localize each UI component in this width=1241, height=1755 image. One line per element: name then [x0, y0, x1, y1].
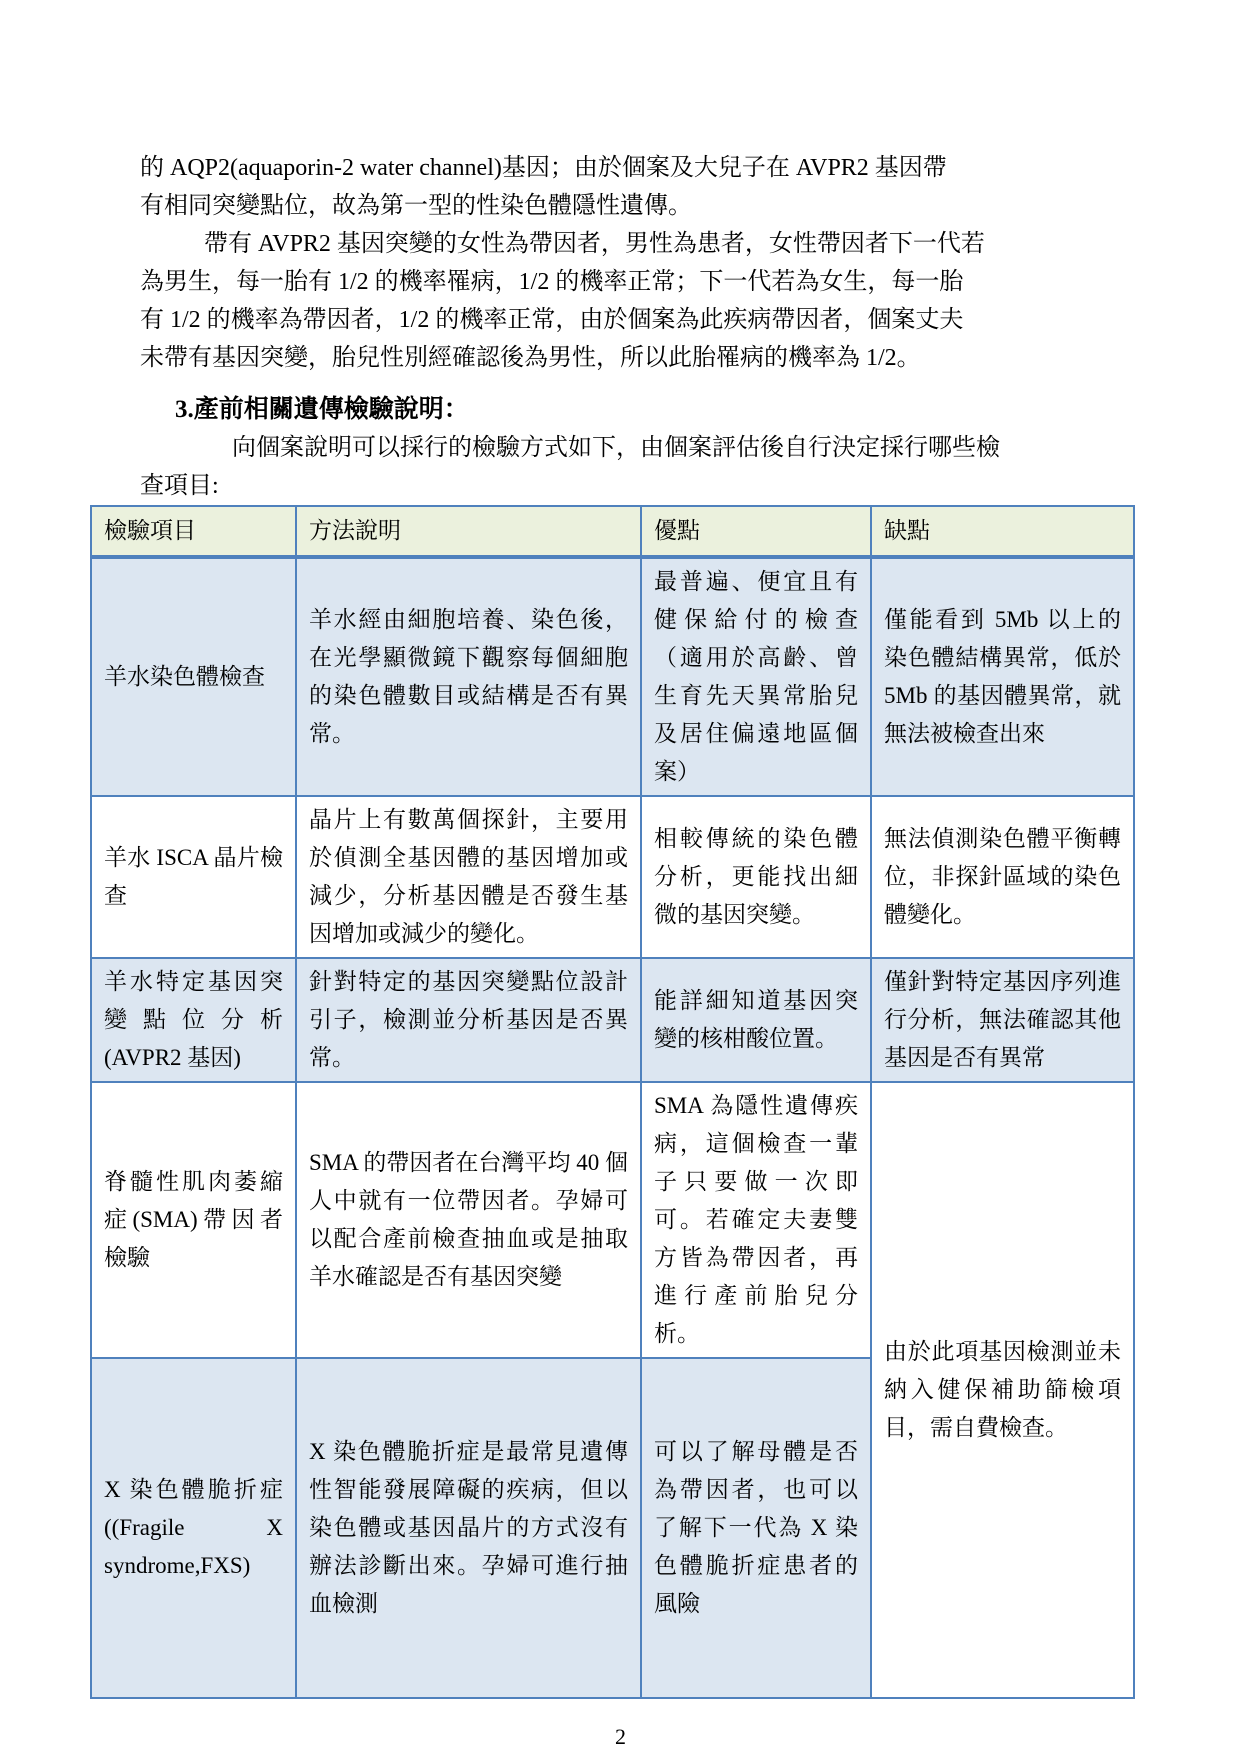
column-header-test-item: 檢驗項目	[91, 506, 296, 557]
table-header-row	[91, 506, 1134, 557]
cell-pros: SMA 為隱性遺傳疾病，這個檢查一輩子只要做一次即可。若確定夫妻雙方皆為帶因者，再進行產前胎兒分析。	[641, 1082, 871, 1358]
cell-test-item: 羊水 ISCA 晶片檢查	[91, 796, 296, 958]
column-header-pros: 優點	[641, 506, 871, 557]
paragraph-line: 查項目:	[140, 473, 219, 499]
cell-test-item: 脊髓性肌肉萎縮症(SMA)帶因者檢驗	[91, 1082, 296, 1358]
cell-pros: 最普遍、便宜且有健保給付的檢查（適用於高齡、曾生育先天異常胎兒及居住偏遠地區個案）	[641, 557, 871, 796]
paragraph-line: 帶有 AVPR2 基因突變的女性為帶因者，男性為患者，女性帶因者下一代若	[204, 231, 985, 257]
section-heading: 3.產前相關遺傳檢驗說明：	[175, 396, 469, 423]
table-row	[91, 1082, 1134, 1358]
paragraph-line: 的 AQP2(aquaporin-2 water channel)基因；由於個案及大兒子在 AVPR2 基因帶	[140, 155, 947, 181]
table-row	[91, 796, 1134, 958]
table-row	[91, 557, 1134, 796]
paragraph-line: 為男生，每一胎有 1/2 的機率罹病，1/2 的機率正常；下一代若為女生，每一胎	[140, 269, 964, 295]
paragraph-line: 未帶有基因突變，胎兒性別經確認後為男性，所以此胎罹病的機率為 1/2。	[140, 345, 921, 371]
cell-cons: 無法偵測染色體平衡轉位，非探針區域的染色體變化。	[871, 796, 1134, 958]
paragraph-line: 向個案說明可以採行的檢驗方式如下，由個案評估後自行決定採行哪些檢	[232, 435, 1000, 461]
cell-method: X 染色體脆折症是最常見遺傳性智能發展障礙的疾病，但以染色體或基因晶片的方式沒有辦法診斷出來。孕婦可進行抽血檢測	[296, 1358, 641, 1698]
column-header-method: 方法說明	[296, 506, 641, 557]
table-row	[91, 958, 1134, 1082]
document-body	[140, 149, 1105, 505]
cell-cons-merged: 由於此項基因檢測並未納入健保補助篩檢項目，需自費檢查。	[871, 1082, 1134, 1698]
page-number: 2	[615, 1724, 626, 1749]
cell-method: SMA 的帶因者在台灣平均 40 個人中就有一位帶因者。孕婦可以配合產前檢查抽血或是抽取羊水確認是否有基因突變	[296, 1082, 641, 1358]
paragraph-line: 有 1/2 的機率為帶因者，1/2 的機率正常，由於個案為此疾病帶因者，個案丈夫	[140, 307, 964, 333]
cell-test-item: 羊水染色體檢查	[91, 557, 296, 796]
cell-pros: 能詳細知道基因突變的核柑酸位置。	[641, 958, 871, 1082]
cell-method: 晶片上有數萬個探針，主要用於偵測全基因體的基因增加或減少，分析基因體是否發生基因增加或減少的變化。	[296, 796, 641, 958]
cell-method: 針對特定的基因突變點位設計引子，檢測並分析基因是否異常。	[296, 958, 641, 1082]
column-header-cons: 缺點	[871, 506, 1134, 557]
screening-table	[90, 505, 1135, 1699]
cell-test-item: X 染色體脆折症((Fragile X syndrome,FXS)	[91, 1358, 296, 1698]
cell-pros: 可以了解母體是否為帶因者，也可以了解下一代為 X 染色體脆折症患者的風險	[641, 1358, 871, 1698]
cell-test-item: 羊水特定基因突變點位分析(AVPR2 基因)	[91, 958, 296, 1082]
paragraph-line: 有相同突變點位，故為第一型的性染色體隱性遺傳。	[140, 193, 692, 219]
cell-method: 羊水經由細胞培養、染色後，在光學顯微鏡下觀察每個細胞的染色體數目或結構是否有異常。	[296, 557, 641, 796]
cell-cons: 僅針對特定基因序列進行分析，無法確認其他基因是否有異常	[871, 958, 1134, 1082]
cell-pros: 相較傳統的染色體分析，更能找出細微的基因突變。	[641, 796, 871, 958]
cell-cons: 僅能看到 5Mb 以上的染色體結構異常，低於 5Mb 的基因體異常，就無法被檢查出來	[871, 557, 1134, 796]
